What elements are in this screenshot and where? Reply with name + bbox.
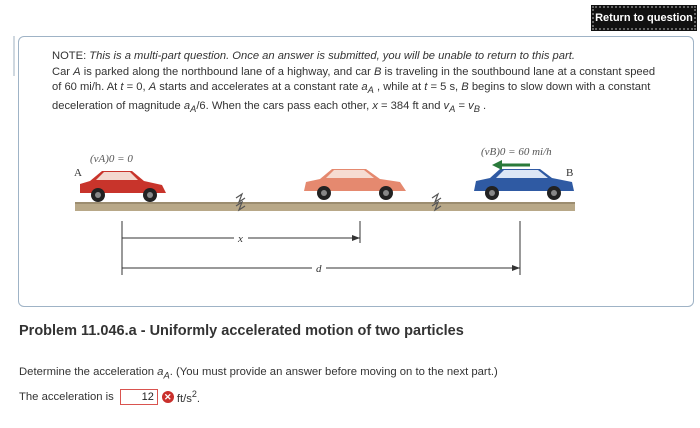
answer-label: The acceleration is [19,391,114,403]
problem-figure [60,143,600,283]
label-vb0: (vB)0 = 60 mi/h [481,146,552,158]
side-divider [13,36,15,76]
answer-unit: $ft/s^2$. [176,389,201,405]
answer-row [19,389,200,405]
problem-note: NOTE: This is a multi-part question. Once an answer is submitted, you will be unable to return to this part. Car A is parked along the northbound lane of a highway, and car B is traveling in the southbound lane at a constant speed of 60 mi/h. At t = 0, A starts and accelerates at a constant rate $a_A$ , while at t = 5 s, B begins to slow down with a constant deceleration of magnitude $a_A/6$. When the cars pass each other, x = 384 ft and $v_A = v_B$ . [52,50,656,115]
car-mid [304,169,406,200]
label-d: d [316,263,322,275]
problem-title: Problem 11.046.a - Uniformly accelerated motion of two particles [19,323,464,339]
velocity-arrow-b [492,160,530,170]
car-a [80,171,166,202]
acceleration-answer-input[interactable] [120,389,158,405]
question-text: Determine the acceleration $a_A$. (You must provide an answer before moving on to the next part.) [19,366,498,381]
label-car-b: B [566,167,574,179]
label-va0: (vA)0 = 0 [90,153,133,165]
car-b [474,169,574,200]
label-x: x [238,233,243,245]
return-to-question-button[interactable]: Return to question [591,5,697,31]
incorrect-icon: ✕ [162,391,174,403]
label-car-a: A [74,167,82,179]
